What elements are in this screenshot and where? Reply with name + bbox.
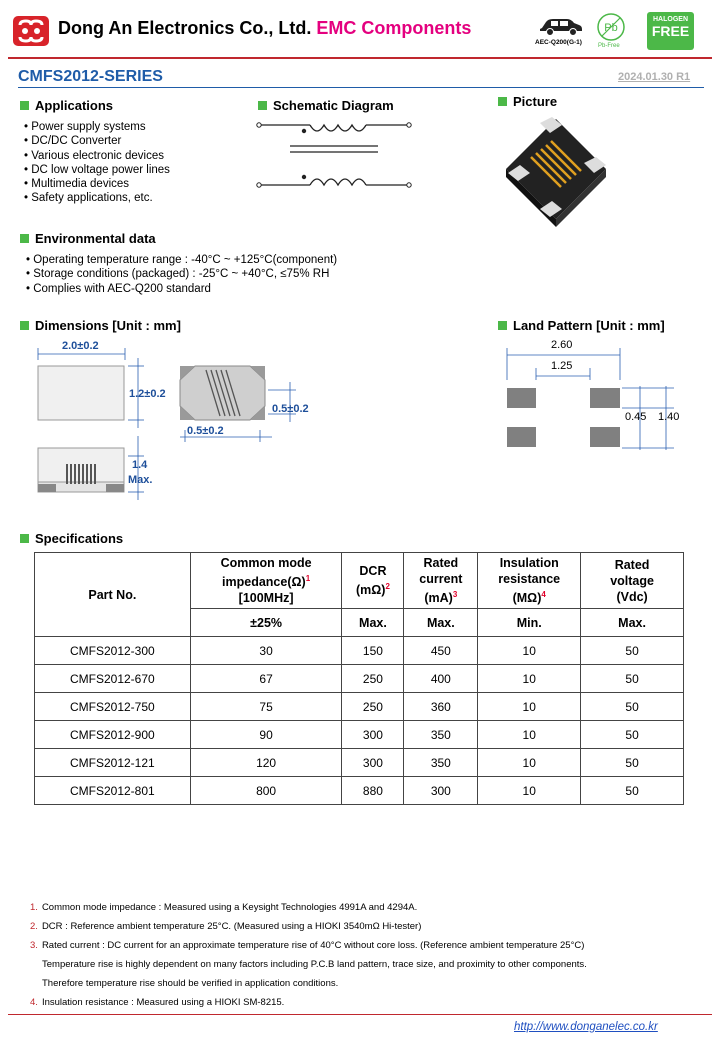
table-row	[35, 693, 684, 721]
car-icon	[538, 14, 584, 36]
footnote-line	[30, 917, 587, 936]
table-cell: 10	[478, 777, 581, 805]
table-cell: 30	[190, 637, 342, 665]
dim-height: 1.4	[132, 459, 148, 471]
application-item: • DC/DC Converter	[24, 134, 170, 148]
footnote-text: Temperature rise is highly dependent on many factors including P.C.B land pattern, trace size, and proximity to other components.	[42, 959, 587, 970]
footnotes	[30, 898, 587, 1012]
table-cell: 250	[342, 693, 404, 721]
table-cell: 10	[478, 721, 581, 749]
header-impedance: Common mode $impedance(\Omega)^1$ [100MHz]	[190, 553, 342, 609]
specifications-table	[34, 552, 684, 805]
application-item: • Multimedia devices	[24, 177, 170, 191]
footnote-text: DCR : Reference ambient temperature 25°C. (Measured using a HIOKI 3540mΩ Hi-tester)	[41, 921, 422, 932]
land-pad: 0.45	[625, 411, 647, 423]
table-cell: 50	[581, 749, 684, 777]
schematic-title: Schematic Diagram	[273, 98, 394, 113]
environmental-item: • Operating temperature range : -40°C ~ +125°C(component)	[26, 253, 337, 267]
dim-length: 2.0±0.2	[62, 340, 99, 352]
table-cell: 10	[478, 749, 581, 777]
table-cell: CMFS2012-900	[35, 721, 191, 749]
table-row	[35, 749, 684, 777]
series-title: CMFS2012-SERIES	[18, 68, 163, 85]
picture-title: Picture	[513, 94, 558, 109]
table-cell: 800	[190, 777, 342, 805]
footnote-number: 2.	[30, 921, 38, 932]
table-cell: 350	[404, 749, 478, 777]
company-title	[58, 18, 471, 39]
specifications-title: Specifications	[35, 531, 124, 546]
dim-terminal-b: 0.5±0.2	[187, 425, 224, 437]
table-cell: 300	[404, 777, 478, 805]
bullet-square-icon	[20, 234, 29, 243]
applications-list	[24, 120, 170, 206]
table-cell: 450	[404, 637, 478, 665]
table-cell: 50	[581, 693, 684, 721]
footer-divider	[8, 1014, 712, 1015]
table-cell: 350	[404, 721, 478, 749]
table-cell: CMFS2012-670	[35, 665, 191, 693]
table-cell: 50	[581, 777, 684, 805]
footnote-text: Rated current : DC current for an approximate temperature rise of 40°C without core loss. (Reference ambient temperature 25°C)	[41, 940, 585, 951]
subheader-insulation: Min.	[478, 609, 581, 637]
table-row	[35, 777, 684, 805]
table-cell: CMFS2012-750	[35, 693, 191, 721]
land-total: 2.60	[551, 339, 573, 351]
footnote-number: 4.	[30, 997, 38, 1008]
table-cell: CMFS2012-300	[35, 637, 191, 665]
table-cell: CMFS2012-801	[35, 777, 191, 805]
subheader-current: Max.	[404, 609, 478, 637]
website-link[interactable]: http://www.donganelec.co.kr	[514, 1021, 658, 1033]
application-item: • Safety applications, etc.	[24, 191, 170, 205]
header-insulation: Insulation resistance $(M\Omega)^4$	[478, 553, 581, 609]
table-cell: CMFS2012-121	[35, 749, 191, 777]
table-cell: 67	[190, 665, 342, 693]
table-cell: 300	[342, 749, 404, 777]
footnote-line	[30, 993, 587, 1012]
specifications-heading	[20, 531, 123, 546]
table-cell: 50	[581, 721, 684, 749]
table-cell: 10	[478, 665, 581, 693]
footnote-text: Therefore temperature rise should be verified in application conditions.	[42, 978, 339, 989]
aec-label: AEC-Q200(G-1)	[535, 39, 582, 46]
environmental-title: Environmental data	[35, 231, 156, 246]
footnote-line	[30, 974, 587, 993]
dim-height-max: Max.	[128, 474, 153, 486]
application-item: • Power supply systems	[24, 120, 170, 134]
table-cell: 75	[190, 693, 342, 721]
footnote-text: Insulation resistance : Measured using a HIOKI SM-8215.	[41, 997, 285, 1008]
dimensions-heading	[20, 318, 181, 333]
header-rated-current: Rated current (mA)$^3$	[404, 553, 478, 609]
environmental-heading	[20, 231, 156, 246]
table-cell: 880	[342, 777, 404, 805]
table-row	[35, 637, 684, 665]
land-inner: 1.25	[551, 360, 573, 372]
pb-free-label: Pb-Free	[598, 43, 620, 49]
application-item: • Various electronic devices	[24, 149, 170, 163]
company-name: Dong An Electronics Co., Ltd.	[58, 18, 312, 38]
table-row	[35, 721, 684, 749]
land-overall: 1.40	[658, 411, 680, 423]
table-cell: 120	[190, 749, 342, 777]
table-cell: 300	[342, 721, 404, 749]
subheader-voltage: Max.	[581, 609, 684, 637]
schematic-heading	[258, 98, 394, 113]
free-label: FREE	[651, 23, 690, 39]
dim-terminal-a: 0.5±0.2	[272, 403, 309, 415]
applications-heading	[20, 98, 113, 113]
footnote-number: 3.	[30, 940, 38, 951]
table-cell: 10	[478, 637, 581, 665]
bullet-square-icon	[498, 321, 507, 330]
header-rated-voltage: Rated voltage (Vdc)	[581, 553, 684, 609]
table-cell: 150	[342, 637, 404, 665]
bullet-square-icon	[258, 101, 267, 110]
halogen-label: HALOGEN	[653, 16, 688, 23]
table-cell: 50	[581, 637, 684, 665]
header-divider	[8, 57, 712, 59]
applications-title: Applications	[35, 98, 114, 113]
table-cell: 10	[478, 693, 581, 721]
land-pattern-drawing	[500, 340, 690, 455]
bullet-square-icon	[20, 534, 29, 543]
application-item: • DC low voltage power lines	[24, 163, 170, 177]
footnote-line	[30, 955, 587, 974]
table-cell: 250	[342, 665, 404, 693]
footnote-number: 1.	[30, 902, 38, 913]
bullet-square-icon	[498, 97, 507, 106]
land-pattern-title: Land Pattern [Unit : mm]	[513, 318, 665, 333]
company-logo	[12, 15, 50, 47]
subheader-tolerance: ±25%	[190, 609, 342, 637]
environmental-item: • Complies with AEC-Q200 standard	[26, 282, 337, 296]
revision-date: 2024.01.30 R1	[618, 71, 691, 83]
category-name: EMC Components	[316, 18, 472, 38]
series-underline	[18, 87, 704, 88]
environmental-list	[26, 253, 337, 296]
component-picture	[500, 113, 612, 228]
dimensions-title: Dimensions [Unit : mm]	[35, 318, 181, 333]
environmental-item: • Storage conditions (packaged) : -25°C ~ +40°C, ≤75% RH	[26, 267, 337, 281]
table-row	[35, 665, 684, 693]
dim-width: 1.2±0.2	[129, 388, 166, 400]
subheader-dcr: Max.	[342, 609, 404, 637]
bullet-square-icon	[20, 101, 29, 110]
land-pattern-heading	[498, 318, 665, 333]
header-part-no: Part No.	[35, 553, 191, 637]
table-cell: 400	[404, 665, 478, 693]
footnote-line	[30, 898, 587, 917]
dimension-drawing	[20, 336, 330, 506]
table-cell: 50	[581, 665, 684, 693]
table-cell: 90	[190, 721, 342, 749]
table-cell: 360	[404, 693, 478, 721]
picture-heading	[498, 94, 557, 109]
pb-text: Pb	[604, 22, 618, 34]
header-dcr: DCR $(m\Omega)^2$	[342, 553, 404, 609]
schematic-diagram	[254, 115, 414, 193]
halogen-free-badge	[647, 12, 694, 50]
pb-free-icon	[596, 12, 626, 42]
footnote-line	[30, 936, 587, 955]
footnote-text: Common mode impedance : Measured using a Keysight Technologies 4991A and 4294A.	[41, 902, 418, 913]
bullet-square-icon	[20, 321, 29, 330]
